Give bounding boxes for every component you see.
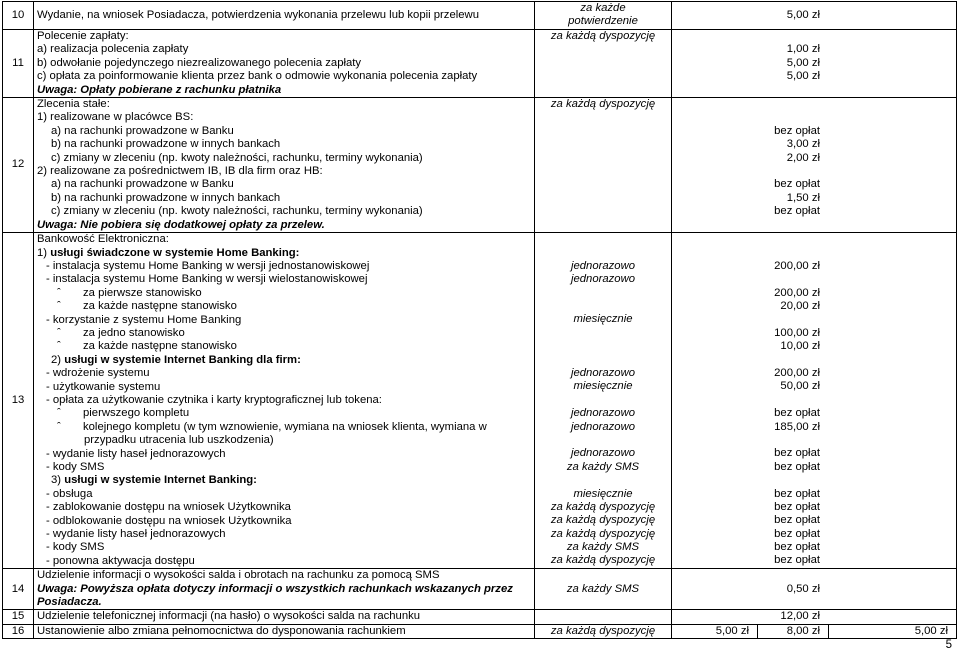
fee-value: 50,00 zł [780,380,820,393]
fee-value: 2,00 zł [786,151,820,164]
page-number: 5 [945,639,952,651]
list-item: - użytkowanie systemu [46,380,161,393]
subsection-title: usługi w systemie Internet Banking: [64,474,257,487]
list-item: - zablokowanie dostępu na wniosek Użytkownika [46,501,291,514]
mode-line: jednorazowo [570,447,636,460]
fee-value: 5,00 zł [786,70,820,83]
row-number: 14 [3,569,34,610]
fee-value: 1,50 zł [786,191,820,204]
fee-value: 200,00 zł [774,286,820,299]
bullet-icon: ˆ [57,420,61,433]
mode-line: miesięcznie [573,487,633,500]
mode-line: za każdy SMS [566,460,640,473]
mode-line: jednorazowo [570,407,636,420]
list-item [37,300,531,313]
row-description: Wydanie, na wniosek Posiadacza, potwierdzenia wykonania przelewu lub kopii przelewu [34,2,535,30]
list-item: b) na rachunki prowadzone w innych bankach [51,191,281,204]
mode-line: za każdą dyspozycję [550,30,656,42]
fee-amount [672,30,957,98]
fee-value: bez opłat [774,554,820,567]
fee-value: 5,00 zł [786,8,820,21]
mode-line: za każdą dyspozycję [550,554,656,567]
table-row [3,569,957,610]
list-item: c) opłata za poinformowanie klienta przez bank o odmowie wykonania polecenia zapłaty [37,70,478,83]
table-row [3,233,957,569]
bullet-icon: ˆ [57,326,61,339]
mode-line: za każdą dyspozycję [550,98,656,111]
fee-amount [672,610,957,624]
list-item [37,421,531,434]
fee-table [2,1,957,639]
subsection-number: 2) [51,353,65,366]
mode-line: miesięcznie [573,380,633,393]
list-item: - wydanie listy haseł jednorazowych [46,528,226,541]
row-description [34,30,535,98]
row-text: Udzielenie informacji o wysokości salda i obrotach na rachunku za pomocą SMS [37,569,440,582]
fee-value: 10,00 zł [780,340,820,353]
fee-value: 20,00 zł [780,300,820,313]
list-item: a) realizacja polecenia zapłaty [37,43,189,56]
list-item: - opłata za użytkowanie czytnika i karty kryptograficznej lub tokena: [46,393,382,406]
fee-value: 3,00 zł [786,138,820,151]
row-number: 15 [3,610,34,624]
list-item: a) na rachunki prowadzone w Banku [51,124,234,137]
list-item [37,287,531,300]
table-row [3,98,957,233]
subsection-number: 1) [37,246,51,259]
fee-amount [672,233,957,569]
fee-value: bez opłat [774,205,820,218]
fee-amount [672,569,957,610]
row-description: Ustanowienie albo zmiana pełnomocnictwa do dysponowania rachunkiem [34,624,535,638]
fee-value: 0,50 zł [786,582,820,595]
fee-value: 1,00 zł [786,43,820,56]
list-item [37,340,531,353]
table-row [3,610,957,624]
list-item: c) zmiany w zleceniu (np. kwoty należności, rachunku, terminy wykonania) [51,205,423,218]
bullet-text: za każde następne stanowisko [83,340,237,353]
charge-mode: za każdy SMS [535,569,672,610]
list-item: - wydanie listy haseł jednorazowych [46,447,226,460]
charge-mode: za każdą dyspozycję [535,624,672,638]
mode-line: jednorazowo [570,273,636,286]
list-item: a) na rachunki prowadzone w Banku [51,178,234,191]
row-number: 12 [3,98,34,233]
mode-line: za każdy SMS [566,541,640,554]
list-item [37,327,531,340]
list-item: b) odwołanie pojedynczego niezrealizowanego polecenia zapłaty [37,56,362,69]
bullet-icon: ˆ [57,286,61,299]
fee-value: bez opłat [774,527,820,540]
charge-mode [535,610,672,624]
section-title: Polecenie zapłaty: [37,30,129,42]
mode-line: miesięcznie [573,313,633,326]
row-number: 13 [3,233,34,569]
mode-line: za każde [580,2,626,14]
mode-line: potwierdzenie [568,15,638,28]
list-item: - korzystanie z systemu Home Banking [46,313,242,326]
row-number: 16 [3,624,34,638]
subsection-title: usługi świadczone w systemie Home Banking: [50,246,300,259]
list-item: - instalacja systemu Home Banking w wersji wielostanowiskowej [46,273,368,286]
list-item [37,407,531,420]
list-item: - kody SMS [46,461,105,473]
charge-mode [535,233,672,569]
row-number: 11 [3,30,34,98]
bullet-text: za każde następne stanowisko [83,300,237,313]
table-row [3,624,957,638]
list-item: - odblokowanie dostępu na wniosek Użytkownika [46,514,292,527]
subsection-title: usługi w systemie Internet Banking dla firm: [64,353,301,366]
fee-value: bez opłat [774,460,820,473]
subsection-title: 1) realizowane w placówce BS: [37,111,194,124]
list-item: c) zmiany w zleceniu (np. kwoty należności, rachunku, terminy wykonania) [51,151,423,164]
fee-value: 8,00 zł [758,624,829,638]
table-row [3,2,957,30]
fee-value: 12,00 zł [780,610,820,623]
fee-value: bez opłat [774,407,820,420]
row-number: 10 [3,2,34,30]
note: Uwaga: Opłaty pobierane z rachunku płatnika [37,83,282,96]
charge-mode [535,98,672,233]
section-title: Zlecenia stałe: [37,98,110,111]
bullet-icon: ˆ [57,340,61,353]
row-description [34,233,535,569]
note: Uwaga: Powyższa opłata dotyczy informacji o wszystkich rachunkach wskazanych przez Posiadacza. [37,582,513,609]
bullet-text: pierwszego kompletu [83,407,190,420]
bullet-icon: ˆ [57,300,61,313]
charge-mode [535,30,672,98]
mode-line: jednorazowo [570,367,636,379]
note: Uwaga: Nie pobiera się dodatkowej opłaty za przelew. [37,218,325,231]
section-title: Bankowość Elektroniczna: [37,233,169,246]
table-row [3,30,957,98]
fee-value: bez opłat [774,447,820,460]
fee-value: bez opłat [774,124,820,137]
bullet-icon: ˆ [57,407,61,420]
fee-value: bez opłat [774,514,820,527]
fee-amount [672,2,957,30]
fee-value: 5,00 zł [672,624,758,638]
list-item: - instalacja systemu Home Banking w wersji jednostanowiskowej [46,259,370,272]
list-item: - wdrożenie systemu [46,367,150,380]
mode-line: za każdą dyspozycję [550,514,656,527]
mode-line: za każdą dyspozycję [550,500,656,513]
row-description [34,98,535,233]
fee-value: 185,00 zł [774,420,820,433]
fee-value: 100,00 zł [774,326,820,339]
fee-amount [672,98,957,233]
fee-value: bez opłat [774,541,820,554]
fee-value: bez opłat [774,178,820,191]
list-item: - ponowna aktywacja dostępu [46,554,195,567]
subsection-title: 2) realizowane za pośrednictwem IB, IB dla firm oraz HB: [37,165,323,178]
fee-value: bez opłat [774,487,820,500]
list-item: - obsługa [46,487,93,500]
mode-line: jednorazowo [570,420,636,433]
charge-mode [535,2,672,30]
subsection-number: 3) [51,474,65,487]
fee-value: bez opłat [774,500,820,513]
bullet-text: za pierwsze stanowisko [83,286,202,299]
bullet-text: kolejnego kompletu (w tym wznowienie, wymiana na wniosek klienta, wymiana w [83,420,487,433]
mode-line: za każdą dyspozycję [550,527,656,540]
row-description: Udzielenie telefonicznej informacji (na hasło) o wysokości salda na rachunku [34,610,535,624]
mode-line: jednorazowo [570,259,636,272]
list-item: - kody SMS [46,541,105,554]
row-description [34,569,535,610]
list-item: b) na rachunki prowadzone w innych bankach [51,138,281,151]
bullet-text: za jedno stanowisko [83,326,185,339]
fee-value: 200,00 zł [774,259,820,272]
fee-value: 200,00 zł [774,367,820,379]
list-item-continuation: przypadku utracenia lub uszkodzenia) [84,434,274,447]
fee-value: 5,00 zł [786,56,820,69]
fee-value: 5,00 zł [829,624,957,638]
